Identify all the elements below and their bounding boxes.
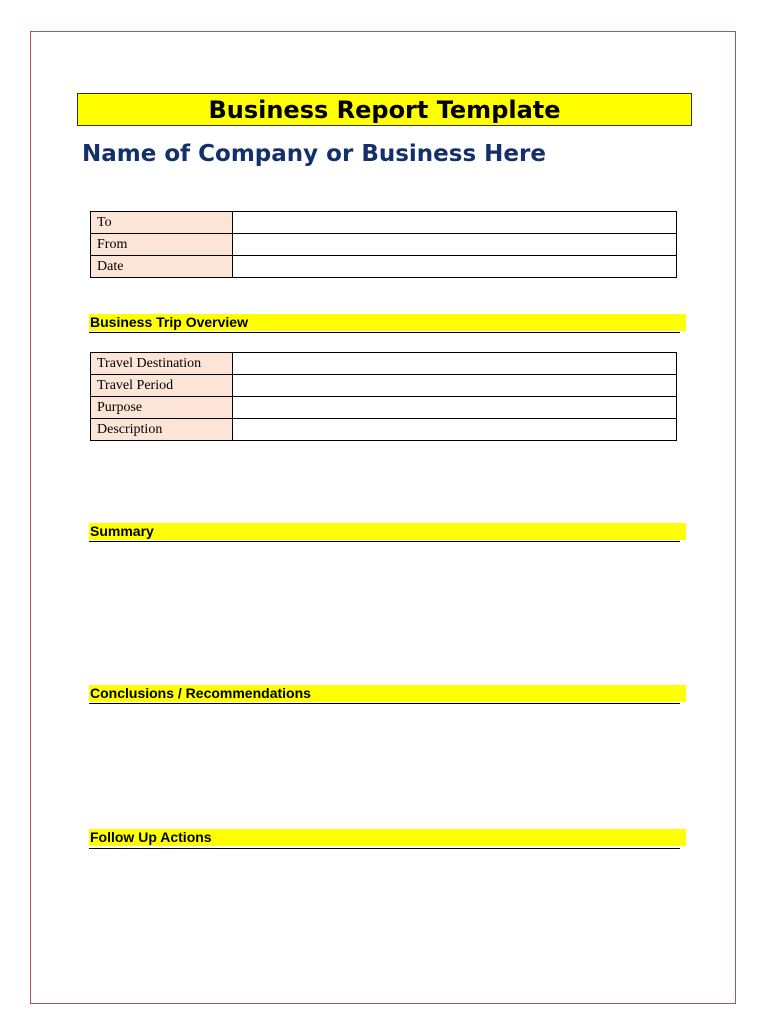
document-title: Business Report Template (77, 93, 692, 126)
table-row (91, 256, 677, 278)
date-field[interactable] (233, 256, 677, 278)
section-rule (89, 332, 680, 333)
table-row (91, 397, 677, 419)
section-heading-conclusions: Conclusions / Recommendations (89, 685, 686, 702)
from-label: From (91, 234, 233, 256)
description-label: Description (91, 419, 233, 441)
trip-overview-table (90, 352, 677, 441)
section-rule (89, 848, 680, 849)
purpose-field[interactable] (233, 397, 677, 419)
from-field[interactable] (233, 234, 677, 256)
table-row (91, 419, 677, 441)
to-label: To (91, 212, 233, 234)
description-field[interactable] (233, 419, 677, 441)
to-field[interactable] (233, 212, 677, 234)
section-rule (89, 703, 680, 704)
travel-period-field[interactable] (233, 375, 677, 397)
section-heading-summary: Summary (89, 523, 686, 540)
page-border (30, 31, 736, 1004)
header-table (90, 211, 677, 278)
table-row (91, 353, 677, 375)
travel-period-label: Travel Period (91, 375, 233, 397)
section-rule (89, 541, 680, 542)
section-heading-follow-up: Follow Up Actions (89, 829, 686, 846)
travel-destination-field[interactable] (233, 353, 677, 375)
purpose-label: Purpose (91, 397, 233, 419)
section-heading-trip-overview: Business Trip Overview (89, 314, 686, 331)
table-row (91, 234, 677, 256)
travel-destination-label: Travel Destination (91, 353, 233, 375)
company-name[interactable]: Name of Company or Business Here (82, 141, 546, 167)
table-row (91, 212, 677, 234)
table-row (91, 375, 677, 397)
date-label: Date (91, 256, 233, 278)
